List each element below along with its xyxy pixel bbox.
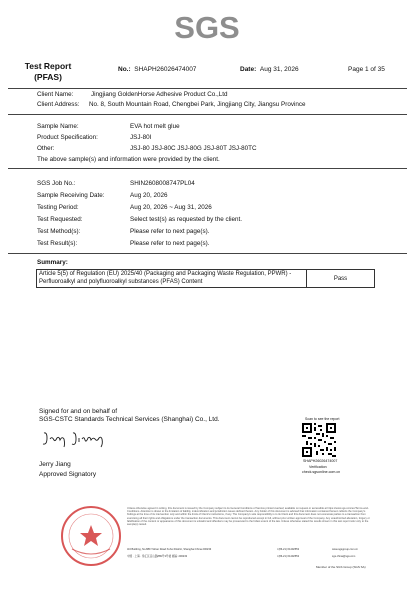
job-rule — [8, 253, 407, 254]
summary-item: Article 5(5) of Regulation (EU) 2025/40 (Packaging and Packaging Waste Regulation, PPWR) - Perfluoroalkyl and polyfluoroalkyl substances (PFAS) Content — [37, 270, 307, 288]
client-address-value: No. 8, South Mountain Road, Chengbei Park, Jingjiang City, Jiangsu Province — [89, 101, 306, 108]
other-value: JSJ-80 JSJ-80C JSJ-80G JSJ-80T JSJ-80TC — [130, 145, 257, 152]
test-method-value: Please refer to next page(s). — [130, 228, 210, 235]
table-row — [37, 270, 375, 288]
report-date: Date: Aug 31, 2026 — [240, 66, 299, 73]
test-requested-label: Test Requested: — [37, 216, 83, 223]
footer-member: Member of the SGS Group (SGS SA) — [316, 565, 366, 569]
other-label: Other: — [37, 145, 55, 152]
summary-heading: Summary: — [37, 259, 68, 266]
client-address-label: Client Address: — [37, 101, 80, 108]
job-no-label: SGS Job No.: — [37, 180, 76, 187]
footer-address-cn: 中国 · 上海 · 徐汇区宜山路889号3号楼 邮编: 200233 — [127, 555, 188, 558]
client-name-label: Client Name: — [37, 91, 74, 98]
sample-name-value: EVA hot melt glue — [130, 123, 180, 130]
receiving-date-label: Sample Receiving Date: — [37, 192, 105, 199]
qr-code-icon[interactable] — [302, 423, 336, 457]
sample-name-label: Sample Name: — [37, 123, 79, 130]
qr-caption-site: check.sgsonline.com.cn — [302, 470, 341, 474]
signatory-title: Approved Signatory — [39, 471, 97, 478]
company-stamp — [60, 505, 122, 567]
test-result-label: Test Result(s): — [37, 240, 78, 247]
footer-web-en: www.sgsgroup.com.cn — [332, 548, 358, 551]
testing-period-label: Testing Period: — [37, 204, 79, 211]
report-title: Test Report (PFAS) — [24, 61, 72, 82]
page-number: Page 1 of 35 — [348, 66, 385, 73]
test-result-value: Please refer to next page(s). — [130, 240, 210, 247]
client-name-value: Jingjiang GoldenHorse Adhesive Product Co.,Ltd — [91, 91, 228, 98]
summary-table — [36, 269, 375, 288]
footer-address-en: 3rd Building, No.889 Yishan Road Xuhui District, Shanghai China 200233 — [127, 548, 212, 551]
sample-rule — [8, 168, 407, 169]
footer-web-cn: sgs.china@sgs.com — [332, 555, 356, 558]
signed-for-line: Signed for and on behalf of — [39, 408, 118, 415]
signing-company: SGS-CSTC Standards Technical Services (Shanghai) Co., Ltd. — [39, 416, 220, 423]
test-requested-value: Select test(s) as requested by the client. — [130, 216, 243, 223]
footer-tel-cn: t (86-21) 61402553 — [277, 555, 300, 558]
qr-top-caption: Scan to see the report — [305, 417, 340, 421]
product-spec-value: JSJ-80I — [130, 134, 152, 141]
receiving-date-value: Aug 20, 2026 — [130, 192, 168, 199]
footer-disclaimer: Unless otherwise agreed in writing, this document is issued by the Company subject to its General Conditions of Service printed overleaf, available on request or accessible at https://www.sgs.com/en/Terms-and-Conditions. Attention is drawn to the limitation of liability, indemnification and jurisdiction issues defined therein. Any holder of this document is advised that information contained hereon reflects the Company's findings at the time of its intervention only and within the limits of Client's instructions, if any. The Company's sole responsibility is to its Client and this document does not exonerate parties to a transaction from exercising all their rights and obligations under the transaction documents. This document cannot be reproduced except in full, without prior written approval of the Company. Any unauthorized alteration, forgery or falsification of the content or appearance of this document is unlawful and offenders may be prosecuted to the fullest extent of the law. Unless otherwise stated the results shown in this test report refer only to the sample(s) tested. — [127, 507, 370, 527]
handwritten-signature — [40, 430, 110, 450]
client-rule — [8, 114, 407, 115]
report-number: No.: SHAPH26026474007 — [118, 66, 197, 73]
footer-tel-en: t (86-21) 61402553 — [277, 548, 300, 551]
qr-caption-verification: Verification — [309, 465, 327, 469]
header-rule — [8, 88, 407, 89]
testing-period-value: Aug 20, 2026 ~ Aug 31, 2026 — [130, 204, 212, 211]
sample-note: The above sample(s) and information were provided by the client. — [37, 156, 220, 163]
job-no-value: SHIN2608008747PL04 — [130, 180, 195, 187]
summary-result: Pass — [307, 270, 375, 288]
svg-text:SGS: SGS — [174, 10, 240, 45]
signatory-name: Jerry Jiang — [39, 461, 71, 468]
product-spec-label: Product Specification: — [37, 134, 98, 141]
sgs-logo — [164, 6, 250, 46]
qr-id: SHAPH26026474007 — [303, 459, 338, 463]
test-method-label: Test Method(s): — [37, 228, 81, 235]
